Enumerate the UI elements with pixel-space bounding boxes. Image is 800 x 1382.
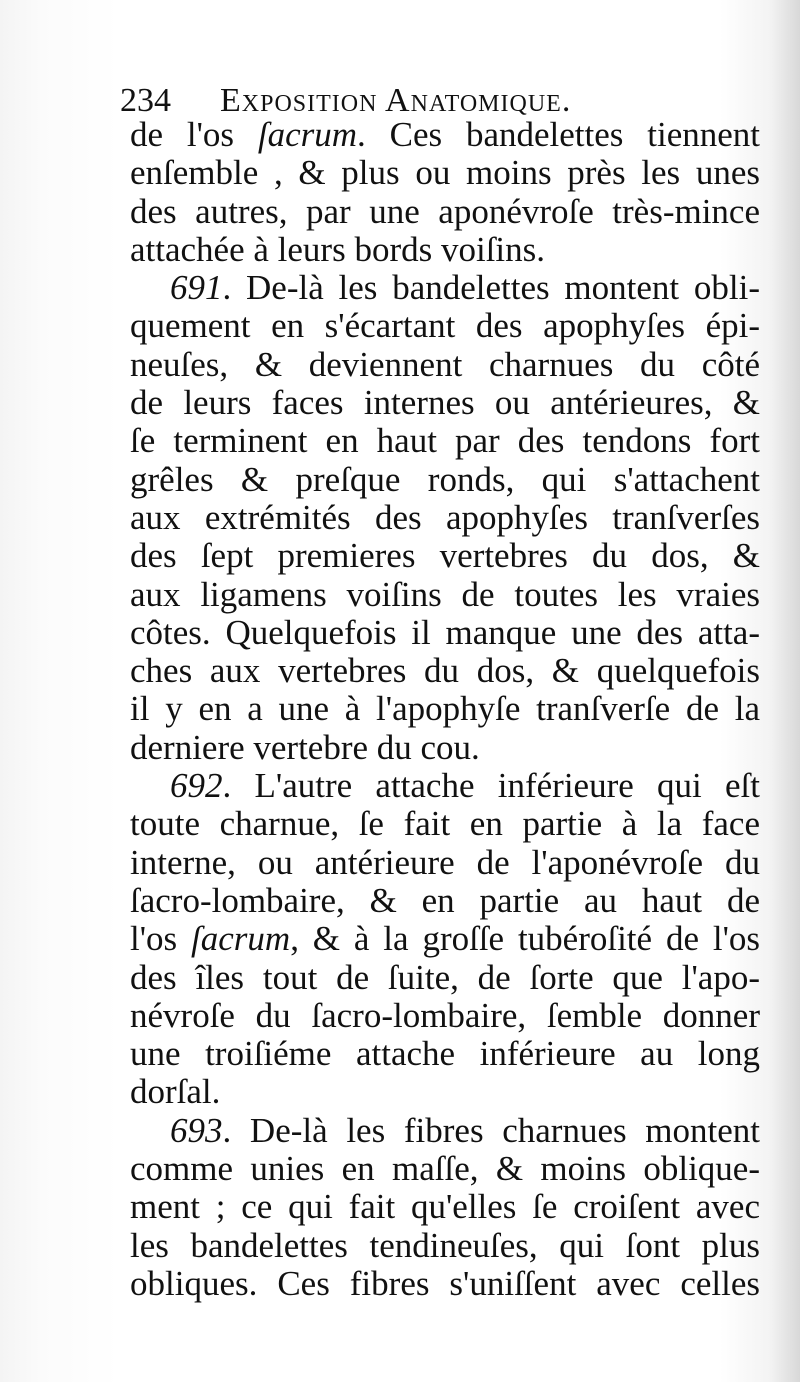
- text-line: [130, 269, 760, 307]
- line-text: . De-là les fibres charnues montent: [222, 1110, 760, 1150]
- line-text: des îles tout de ſuite, de ſorte que l'apo-: [130, 957, 760, 997]
- text-line: [130, 461, 760, 499]
- line-text: ſe terminent en haut par des tendons fort: [130, 421, 760, 461]
- text-line: [130, 384, 760, 422]
- line-text: névroſe du ſacro-lombaire, ſemble donner: [130, 995, 760, 1035]
- text-line: [130, 729, 760, 767]
- text-line: [130, 652, 760, 690]
- line-text: enſemble , & plus ou moins près les unes: [130, 153, 760, 193]
- text-line: [130, 154, 760, 192]
- line-text: . L'autre attache inférieure qui eſt: [222, 766, 760, 806]
- line-text: les bandelettes tendineuſes, qui ſont plus: [130, 1225, 760, 1265]
- text-line: [130, 805, 760, 843]
- line-text: aux extrémités des apophyſes tranſverſes: [130, 497, 760, 537]
- text-line: [130, 537, 760, 575]
- paragraph-number: 691: [170, 268, 223, 308]
- line-text: côtes. Quelquefois il manque une des atta-: [130, 612, 760, 652]
- text-line: [130, 690, 760, 728]
- line-text: . De-là les bandelettes montent obli-: [222, 268, 760, 308]
- line-text: ſacro-lombaire, & en partie au haut de: [130, 880, 760, 920]
- text-line: [130, 1112, 760, 1150]
- italic-term: ſacrum: [257, 115, 358, 154]
- line-text: quement en s'écartant des apophyſes épi-: [130, 306, 760, 346]
- line-text: dorſal.: [130, 1072, 221, 1112]
- text-line: [130, 346, 760, 384]
- text-line: [130, 959, 760, 997]
- text-line: [130, 1073, 760, 1111]
- text-line: [130, 1188, 760, 1226]
- text-line: [130, 920, 760, 958]
- paragraph-number: 692: [170, 766, 223, 806]
- text-line: [130, 307, 760, 345]
- line-text: une troiſiéme attache inférieure au long: [130, 1034, 760, 1074]
- text-line: [130, 193, 760, 231]
- italic-term: ſacrum: [191, 919, 291, 959]
- text-line: [130, 499, 760, 537]
- line-text: l'os: [130, 919, 192, 959]
- running-title: Exposition Anatomique.: [220, 82, 572, 119]
- text-line: [130, 1150, 760, 1188]
- line-text: il y en a une à l'apophyſe tranſverſe de la: [130, 689, 760, 729]
- text-line: [130, 614, 760, 652]
- text-line: [130, 1227, 760, 1265]
- text-line: [130, 997, 760, 1035]
- line-text: obliques. Ces fibres s'uniſſent avec celles: [130, 1263, 760, 1303]
- line-text: des autres, par une aponévroſe très-mince: [130, 191, 760, 231]
- text-line: [130, 1035, 760, 1073]
- line-text: toute charnue, ſe fait en partie à la face: [130, 804, 760, 844]
- line-text: de leurs faces internes ou antérieures, &: [130, 383, 760, 423]
- line-text: ment ; ce qui fait qu'elles ſe croiſent avec: [130, 1187, 760, 1227]
- line-text: grêles & preſque ronds, qui s'attachent: [130, 459, 760, 499]
- page-number: 234: [120, 82, 171, 119]
- text-line: [130, 116, 760, 154]
- text-line: [130, 576, 760, 614]
- line-text: attachée à leurs bords voiſins.: [130, 229, 546, 269]
- text-line: [130, 422, 760, 460]
- line-text: derniere vertebre du cou.: [130, 727, 480, 767]
- line-text-continued: . Ces bandelettes tiennent: [357, 115, 760, 154]
- line-text: aux ligamens voiſins de toutes les vraies: [130, 574, 760, 614]
- line-text-continued: , & à la groſſe tubéroſité de l'os: [290, 919, 760, 959]
- text-line: [130, 231, 760, 269]
- paragraph-number: 693: [170, 1110, 223, 1150]
- body-text: [130, 116, 760, 1303]
- line-text: des ſept premieres vertebres du dos, &: [130, 536, 760, 576]
- line-text: interne, ou antérieure de l'aponévroſe du: [130, 842, 760, 882]
- text-line: [130, 1265, 760, 1303]
- line-text: de l'os: [130, 115, 258, 154]
- text-line: [130, 882, 760, 920]
- text-line: [130, 844, 760, 882]
- line-text: comme unies en maſſe, & moins oblique-: [130, 1149, 760, 1189]
- text-line: [130, 767, 760, 805]
- line-text: neuſes, & deviennent charnues du côté: [130, 344, 760, 384]
- line-text: ches aux vertebres du dos, & quelquefois: [130, 651, 760, 691]
